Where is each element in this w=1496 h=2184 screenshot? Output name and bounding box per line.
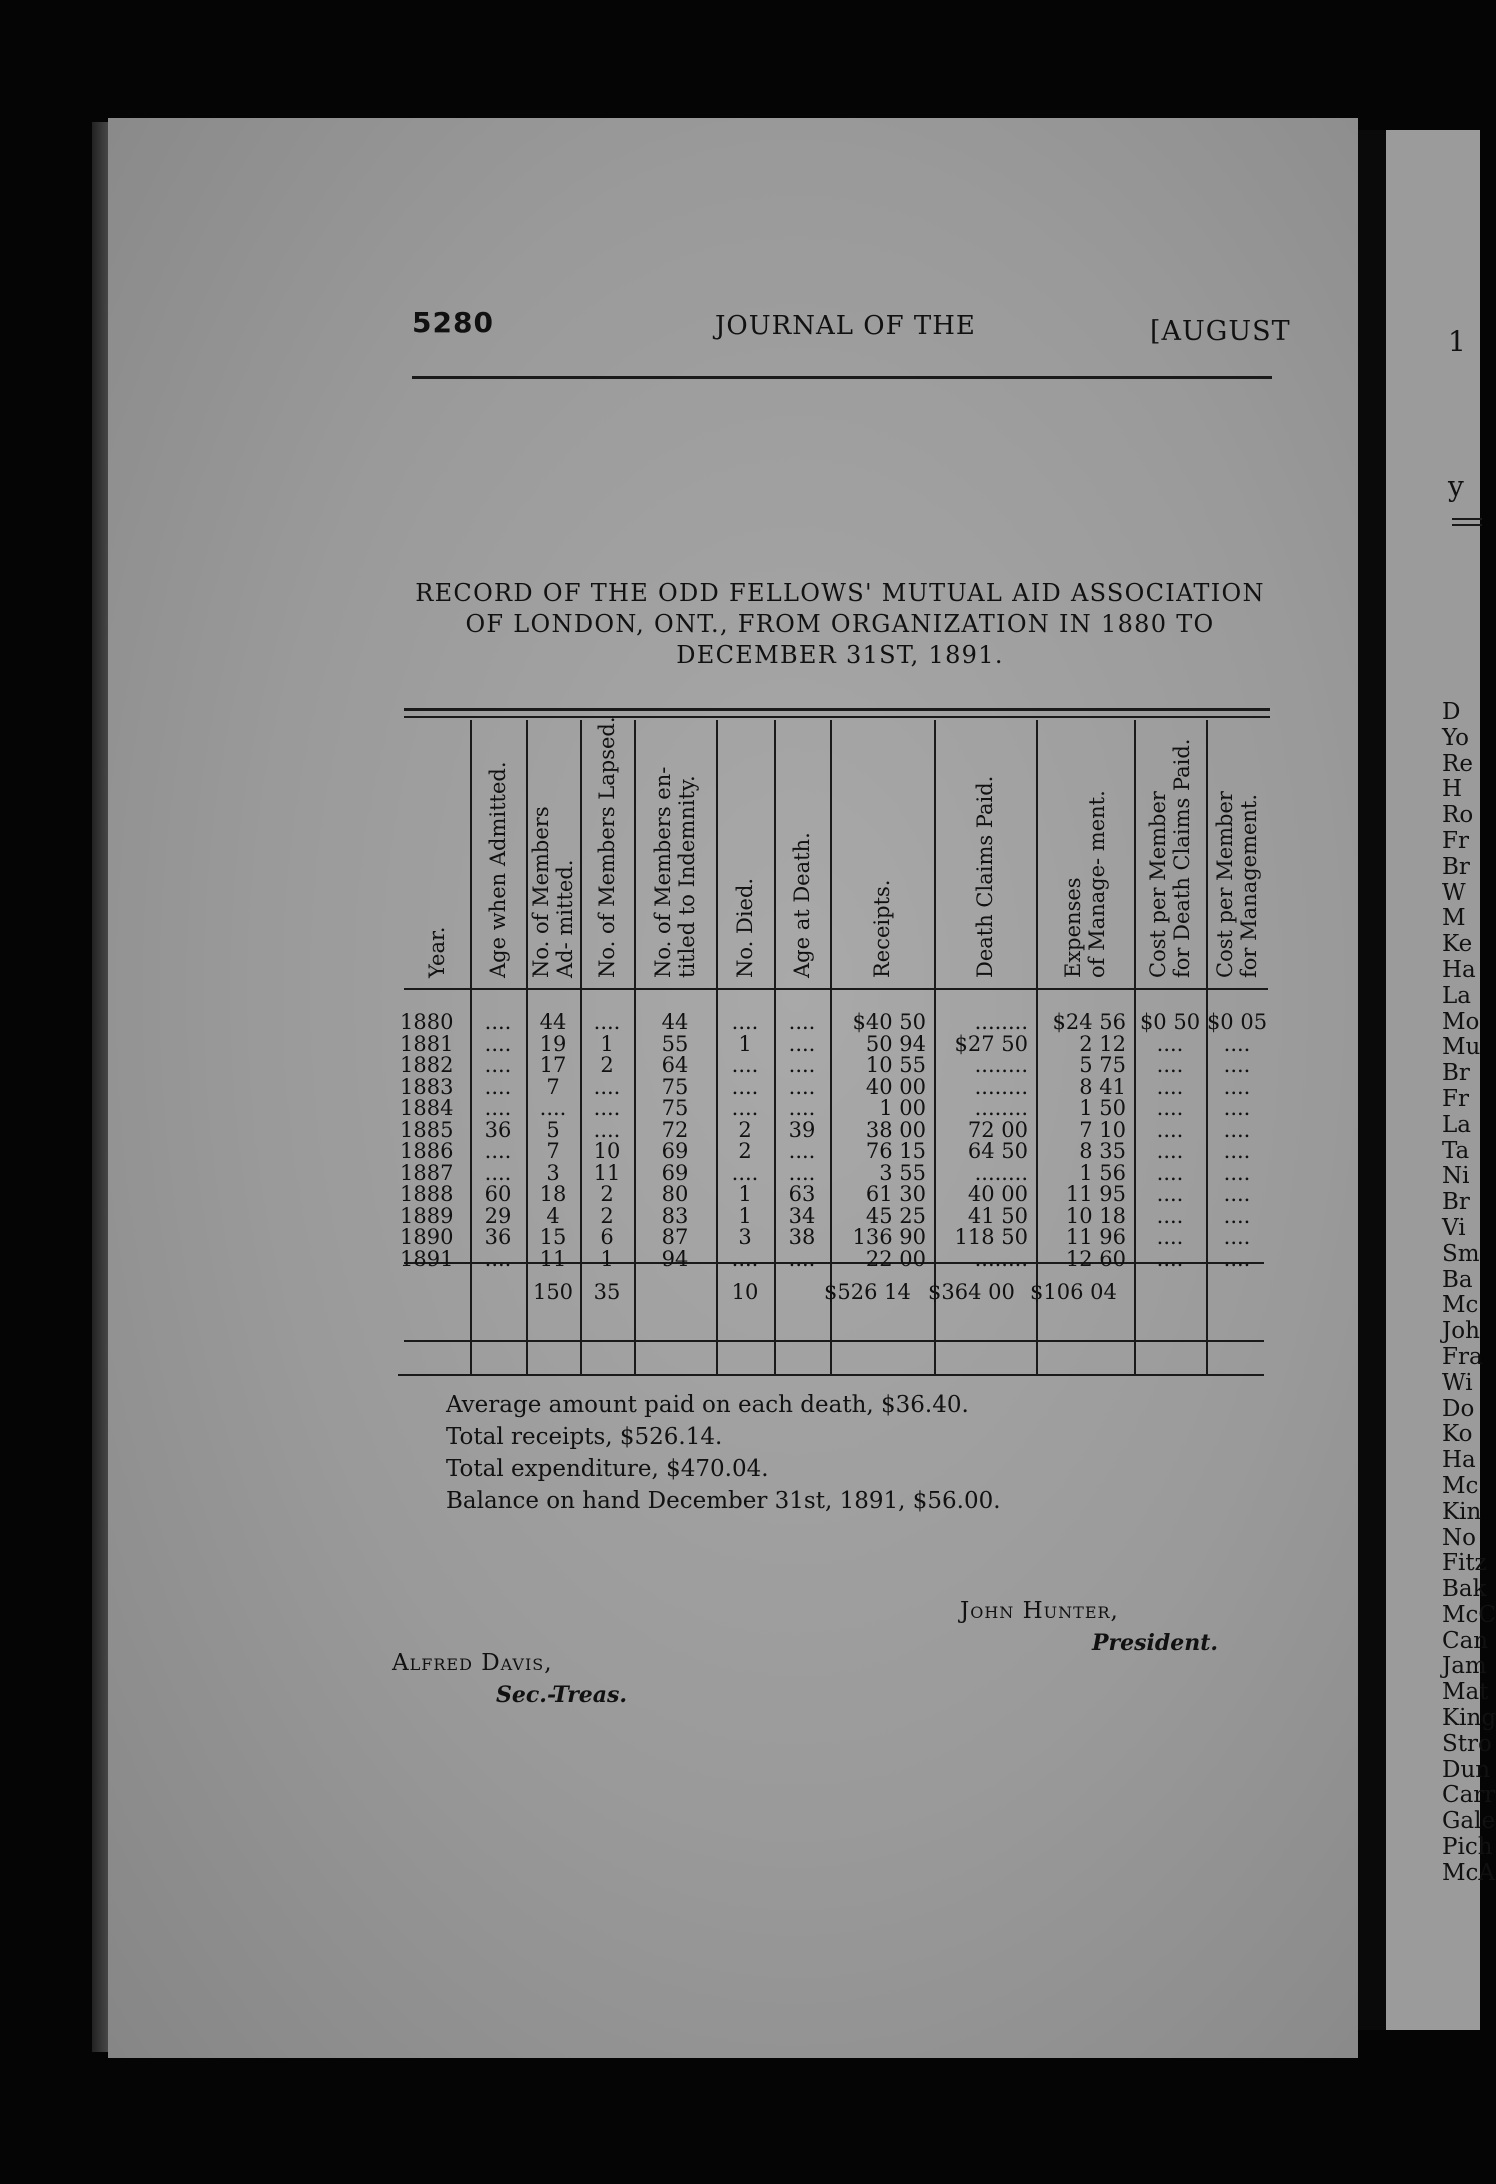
column-header: Age at Death. xyxy=(790,832,814,978)
table-cell: ........ xyxy=(974,1053,1028,1077)
table-cell: 40 00 xyxy=(865,1074,926,1099)
table-cell: .... xyxy=(484,1010,512,1034)
adjacent-name: Sm xyxy=(1442,1240,1480,1267)
table-cell: 39 xyxy=(788,1117,816,1142)
adjacent-name: Fitz xyxy=(1442,1550,1487,1577)
table-cell: .... xyxy=(1156,1160,1184,1185)
adjacent-name: Jam xyxy=(1442,1653,1487,1680)
table-cell: .... xyxy=(731,1096,759,1120)
secretary-role: Sec.-Treas. xyxy=(496,1682,628,1708)
totals-rule xyxy=(404,1340,1264,1342)
adjacent-name: Ha xyxy=(1442,1447,1476,1474)
table-cell: .... xyxy=(788,1160,816,1185)
adjacent-name: Fr xyxy=(1442,827,1469,854)
table-cell: 41 50 xyxy=(967,1203,1028,1228)
column-header: Age when Admitted. xyxy=(486,761,510,978)
table-cell: 7 xyxy=(546,1139,560,1163)
adjacent-name: McA xyxy=(1442,1859,1496,1886)
table-cell: 45 25 xyxy=(865,1203,926,1228)
column-header: No. Died. xyxy=(733,877,757,978)
table-cell: 38 xyxy=(788,1225,816,1249)
page-number: 5280 xyxy=(412,306,494,339)
table-cell: .... xyxy=(1223,1031,1251,1056)
table-cell: .... xyxy=(1156,1182,1184,1206)
table-cell: 11 xyxy=(539,1246,567,1271)
table-bottom-rule xyxy=(398,1374,1264,1376)
summary-line: Total expenditure, $470.04. xyxy=(446,1456,769,1482)
adjacent-name: Carr xyxy=(1442,1782,1496,1809)
table-cell: $0 05 xyxy=(1206,1010,1268,1034)
table-cell: .... xyxy=(788,1139,816,1163)
table-cell: .... xyxy=(484,1246,512,1271)
table-cell: ........ xyxy=(974,1246,1028,1271)
table-cell: ........ xyxy=(974,1160,1028,1185)
table-cell: 10 18 xyxy=(1065,1203,1126,1228)
table-cell: 7 xyxy=(546,1074,560,1099)
table-cell: .... xyxy=(1156,1117,1184,1142)
column-divider xyxy=(830,720,832,1374)
total-cell: $526 14 xyxy=(824,1280,911,1304)
table-cell: .... xyxy=(788,1074,816,1099)
table-cell: 19 xyxy=(539,1031,567,1056)
table-cell: $0 50 xyxy=(1139,1010,1201,1034)
table-cell: 11 96 xyxy=(1065,1225,1126,1249)
table-cell: .... xyxy=(1156,1074,1184,1099)
table-cell: 2 xyxy=(600,1182,614,1206)
title-line: DECEMBER 31ST, 1891. xyxy=(676,641,1004,669)
table-cell: .... xyxy=(1223,1182,1251,1206)
adjacent-name: Gale xyxy=(1442,1808,1496,1835)
table-cell: 118 50 xyxy=(954,1225,1028,1249)
table-cell: 10 xyxy=(593,1139,621,1163)
adjacent-name: McC xyxy=(1442,1601,1496,1628)
table-cell: .... xyxy=(731,1160,759,1185)
adjacent-name: Fr xyxy=(1442,1085,1469,1112)
table-top-rule xyxy=(404,716,1270,718)
adjacent-name: D xyxy=(1442,699,1461,725)
adjacent-page-mark: 1 xyxy=(1448,325,1466,358)
table-cell: .... xyxy=(484,1160,512,1185)
column-header: Receipts. xyxy=(870,879,894,978)
row-year: 1887 xyxy=(400,1160,454,1185)
adjacent-name: Re xyxy=(1442,750,1473,777)
table-cell: 69 xyxy=(661,1160,689,1185)
adjacent-name: Br xyxy=(1442,1189,1470,1216)
table-cell: 83 xyxy=(661,1203,689,1228)
table-cell: 2 xyxy=(738,1139,752,1163)
row-year: 1884 xyxy=(400,1096,454,1120)
adjacent-name: Vi xyxy=(1442,1214,1466,1241)
table-cell: 18 xyxy=(539,1182,567,1206)
column-header: No. of Members Lapsed. xyxy=(595,716,619,978)
table-cell: 11 95 xyxy=(1065,1182,1126,1206)
table-cell: .... xyxy=(788,1053,816,1077)
row-year: 1882 xyxy=(400,1053,454,1077)
table-cell: ........ xyxy=(974,1096,1028,1120)
adjacent-name: Ni xyxy=(1442,1163,1470,1190)
column-header: Cost per Member for Death Claims Paid. xyxy=(1146,738,1194,978)
table-cell: .... xyxy=(484,1074,512,1099)
row-year: 1883 xyxy=(400,1074,454,1099)
column-divider xyxy=(1036,720,1038,1374)
adjacent-name: Ta xyxy=(1442,1137,1470,1164)
table-cell: 11 xyxy=(593,1160,621,1185)
table-cell: 3 xyxy=(546,1160,560,1185)
table-cell: ........ xyxy=(974,1074,1028,1099)
row-year: 1886 xyxy=(400,1139,454,1163)
secretary-name: Alfred Davis, xyxy=(392,1650,553,1676)
adjacent-name: Wi xyxy=(1442,1369,1473,1396)
table-cell: .... xyxy=(593,1010,621,1034)
running-title: JOURNAL OF THE xyxy=(715,311,976,341)
adjacent-name: Stro xyxy=(1442,1730,1492,1757)
table-cell: 80 xyxy=(661,1182,689,1206)
column-header: Year. xyxy=(425,926,449,978)
adjacent-name: Mc xyxy=(1442,1472,1479,1499)
table-cell: 61 30 xyxy=(865,1182,926,1206)
table-cell: 17 xyxy=(539,1053,567,1077)
table-cell: .... xyxy=(1223,1160,1251,1185)
adjacent-name: Pich xyxy=(1442,1834,1493,1861)
table-cell: 72 xyxy=(661,1117,689,1142)
table-cell: 1 xyxy=(600,1246,614,1271)
table-cell: .... xyxy=(1156,1053,1184,1077)
table-cell: .... xyxy=(1156,1139,1184,1163)
table-top-rule xyxy=(404,708,1270,711)
table-cell: 7 10 xyxy=(1079,1117,1126,1142)
table-cell: .... xyxy=(788,1010,816,1034)
table-cell: 2 12 xyxy=(1079,1031,1126,1056)
table-cell: 2 xyxy=(600,1053,614,1077)
adjacent-name: Joh xyxy=(1442,1318,1480,1345)
summary-line: Average amount paid on each death, $36.40. xyxy=(446,1392,969,1418)
total-cell: 10 xyxy=(731,1280,759,1304)
table-cell: 36 xyxy=(484,1225,512,1249)
row-year: 1885 xyxy=(400,1117,454,1142)
table-cell: 6 xyxy=(600,1225,614,1249)
table-cell: 3 55 xyxy=(879,1160,926,1185)
adjacent-name: Fra xyxy=(1442,1343,1483,1370)
table-cell: 1 xyxy=(738,1031,752,1056)
row-year: 1890 xyxy=(400,1225,454,1249)
adjacent-name: Mo xyxy=(1442,1008,1480,1035)
table-cell: .... xyxy=(731,1053,759,1077)
table-cell: .... xyxy=(593,1117,621,1142)
table-cell: .... xyxy=(484,1096,512,1120)
table-cell: 60 xyxy=(484,1182,512,1206)
adjacent-name: Ko xyxy=(1442,1421,1473,1448)
table-cell: 8 41 xyxy=(1079,1074,1126,1099)
table-cell: 8 35 xyxy=(1079,1139,1126,1163)
table-cell: 64 50 xyxy=(967,1139,1028,1163)
adjacent-name: La xyxy=(1442,982,1471,1009)
row-year: 1889 xyxy=(400,1203,454,1228)
running-right: [AUGUST xyxy=(1150,316,1291,347)
adjacent-name: Mc xyxy=(1442,1292,1479,1319)
table-cell: .... xyxy=(1223,1053,1251,1077)
adjacent-name: Br xyxy=(1442,1060,1470,1087)
table-cell: 34 xyxy=(788,1203,816,1228)
table-cell: 22 00 xyxy=(865,1246,926,1271)
adjacent-name: Ro xyxy=(1442,802,1474,829)
adjacent-name: King xyxy=(1442,1705,1496,1732)
table-cell: .... xyxy=(1223,1225,1251,1249)
title-line: RECORD OF THE ODD FELLOWS' MUTUAL AID ASSOCIATION xyxy=(415,579,1265,607)
total-cell: 150 xyxy=(532,1280,574,1304)
table-cell: .... xyxy=(1156,1031,1184,1056)
adjacent-name: Mu xyxy=(1442,1034,1481,1061)
table-cell: 5 xyxy=(546,1117,560,1142)
table-cell: 55 xyxy=(661,1031,689,1056)
row-year: 1881 xyxy=(400,1031,454,1056)
table-cell: 40 00 xyxy=(967,1182,1028,1206)
table-cell: 2 xyxy=(600,1203,614,1228)
table-cell: .... xyxy=(484,1031,512,1056)
table-cell: $24 56 xyxy=(1052,1010,1126,1034)
table-cell: $40 50 xyxy=(852,1010,926,1034)
adjacent-name: No xyxy=(1442,1524,1476,1551)
table-cell: 76 15 xyxy=(865,1139,926,1163)
table-cell: 36 xyxy=(484,1117,512,1142)
total-cell: $364 00 xyxy=(928,1280,1015,1304)
president-role: President. xyxy=(1092,1630,1219,1656)
column-header: No. of Members en- titled to Indemnity. xyxy=(651,766,699,978)
table-cell: 1 xyxy=(600,1031,614,1056)
row-year: 1891 xyxy=(400,1246,454,1271)
table-cell: 72 00 xyxy=(967,1117,1028,1142)
column-header: No. of Members Ad- mitted. xyxy=(529,806,577,978)
table-cell: 1 xyxy=(738,1203,752,1228)
table-cell: 44 xyxy=(539,1010,567,1034)
summary-line: Total receipts, $526.14. xyxy=(446,1424,723,1450)
adjacent-name: Bak xyxy=(1442,1576,1487,1603)
column-header: Cost per Member for Management. xyxy=(1213,791,1261,978)
table-cell: 10 55 xyxy=(865,1053,926,1077)
summary-line: Balance on hand December 31st, 1891, $56.00. xyxy=(446,1488,1001,1514)
table-cell: 3 xyxy=(738,1225,752,1249)
adjacent-name: Yo xyxy=(1442,724,1470,751)
table-cell: .... xyxy=(731,1010,759,1034)
table-cell: .... xyxy=(1223,1203,1251,1228)
table-cell: .... xyxy=(1223,1117,1251,1142)
adjacent-name: Kin xyxy=(1442,1498,1482,1525)
table-cell: $27 50 xyxy=(954,1031,1028,1056)
total-cell: 35 xyxy=(593,1280,621,1304)
table-cell: .... xyxy=(593,1074,621,1099)
table-cell: 1 xyxy=(738,1182,752,1206)
table-cell: 15 xyxy=(539,1225,567,1249)
header-underline xyxy=(404,988,1268,990)
column-header: Expenses of Manage- ment. xyxy=(1061,790,1109,978)
adjacent-name: Mat xyxy=(1442,1679,1489,1706)
table-cell: 1 56 xyxy=(1079,1160,1126,1185)
table-cell: 4 xyxy=(546,1203,560,1228)
adjacent-name: H xyxy=(1442,776,1463,803)
table-cell: 44 xyxy=(661,1010,689,1034)
table-cell: .... xyxy=(788,1096,816,1120)
table-cell: 94 xyxy=(661,1246,689,1271)
table-cell: .... xyxy=(539,1096,567,1120)
table-cell: .... xyxy=(1156,1246,1184,1271)
adjacent-name: Ha xyxy=(1442,956,1476,983)
column-header: Death Claims Paid. xyxy=(973,775,997,978)
table-cell: 5 75 xyxy=(1079,1053,1126,1077)
table-cell: .... xyxy=(484,1053,512,1077)
adjacent-name: Ke xyxy=(1442,931,1473,958)
adjacent-name: Do xyxy=(1442,1395,1475,1422)
table-cell: 136 90 xyxy=(852,1225,926,1249)
table-cell: 1 00 xyxy=(879,1096,926,1120)
adjacent-name: M xyxy=(1442,905,1466,932)
table-cell: .... xyxy=(788,1031,816,1056)
row-year: 1880 xyxy=(400,1010,454,1034)
adjacent-name: Dun xyxy=(1442,1756,1491,1783)
table-cell: ........ xyxy=(974,1010,1028,1034)
table-cell: 69 xyxy=(661,1139,689,1163)
table-cell: 38 00 xyxy=(865,1117,926,1142)
adjacent-name: Can xyxy=(1442,1627,1489,1654)
table-cell: .... xyxy=(1156,1096,1184,1120)
table-cell: 50 94 xyxy=(865,1031,926,1056)
table-cell: 12 60 xyxy=(1065,1246,1126,1271)
table-cell: .... xyxy=(1223,1074,1251,1099)
table-cell: .... xyxy=(1223,1246,1251,1271)
table-cell: 75 xyxy=(661,1096,689,1120)
president-name: John Hunter, xyxy=(960,1598,1119,1624)
table-cell: .... xyxy=(484,1139,512,1163)
table-cell: .... xyxy=(1156,1203,1184,1228)
table-cell: 87 xyxy=(661,1225,689,1249)
table-cell: .... xyxy=(731,1074,759,1099)
row-year: 1888 xyxy=(400,1182,454,1206)
table-cell: 29 xyxy=(484,1203,512,1228)
table-cell: .... xyxy=(1223,1096,1251,1120)
adjacent-name: W xyxy=(1442,879,1466,906)
adjacent-name: Br xyxy=(1442,853,1470,880)
column-divider xyxy=(934,720,936,1374)
table-cell: 75 xyxy=(661,1074,689,1099)
adjacent-page-mark: y xyxy=(1448,470,1464,503)
table-cell: 1 50 xyxy=(1079,1096,1126,1120)
table-cell: 64 xyxy=(661,1053,689,1077)
table-cell: .... xyxy=(593,1096,621,1120)
table-cell: .... xyxy=(1156,1225,1184,1249)
table-cell: .... xyxy=(731,1246,759,1271)
table-cell: .... xyxy=(1223,1139,1251,1163)
table-cell: .... xyxy=(788,1246,816,1271)
adjacent-name: La xyxy=(1442,1111,1471,1138)
total-cell: $106 04 xyxy=(1030,1280,1117,1304)
table-cell: 2 xyxy=(738,1117,752,1142)
adjacent-name: Ba xyxy=(1442,1266,1473,1293)
title-line: OF LONDON, ONT., FROM ORGANIZATION IN 1880 TO xyxy=(465,610,1215,638)
table-cell: 63 xyxy=(788,1182,816,1206)
